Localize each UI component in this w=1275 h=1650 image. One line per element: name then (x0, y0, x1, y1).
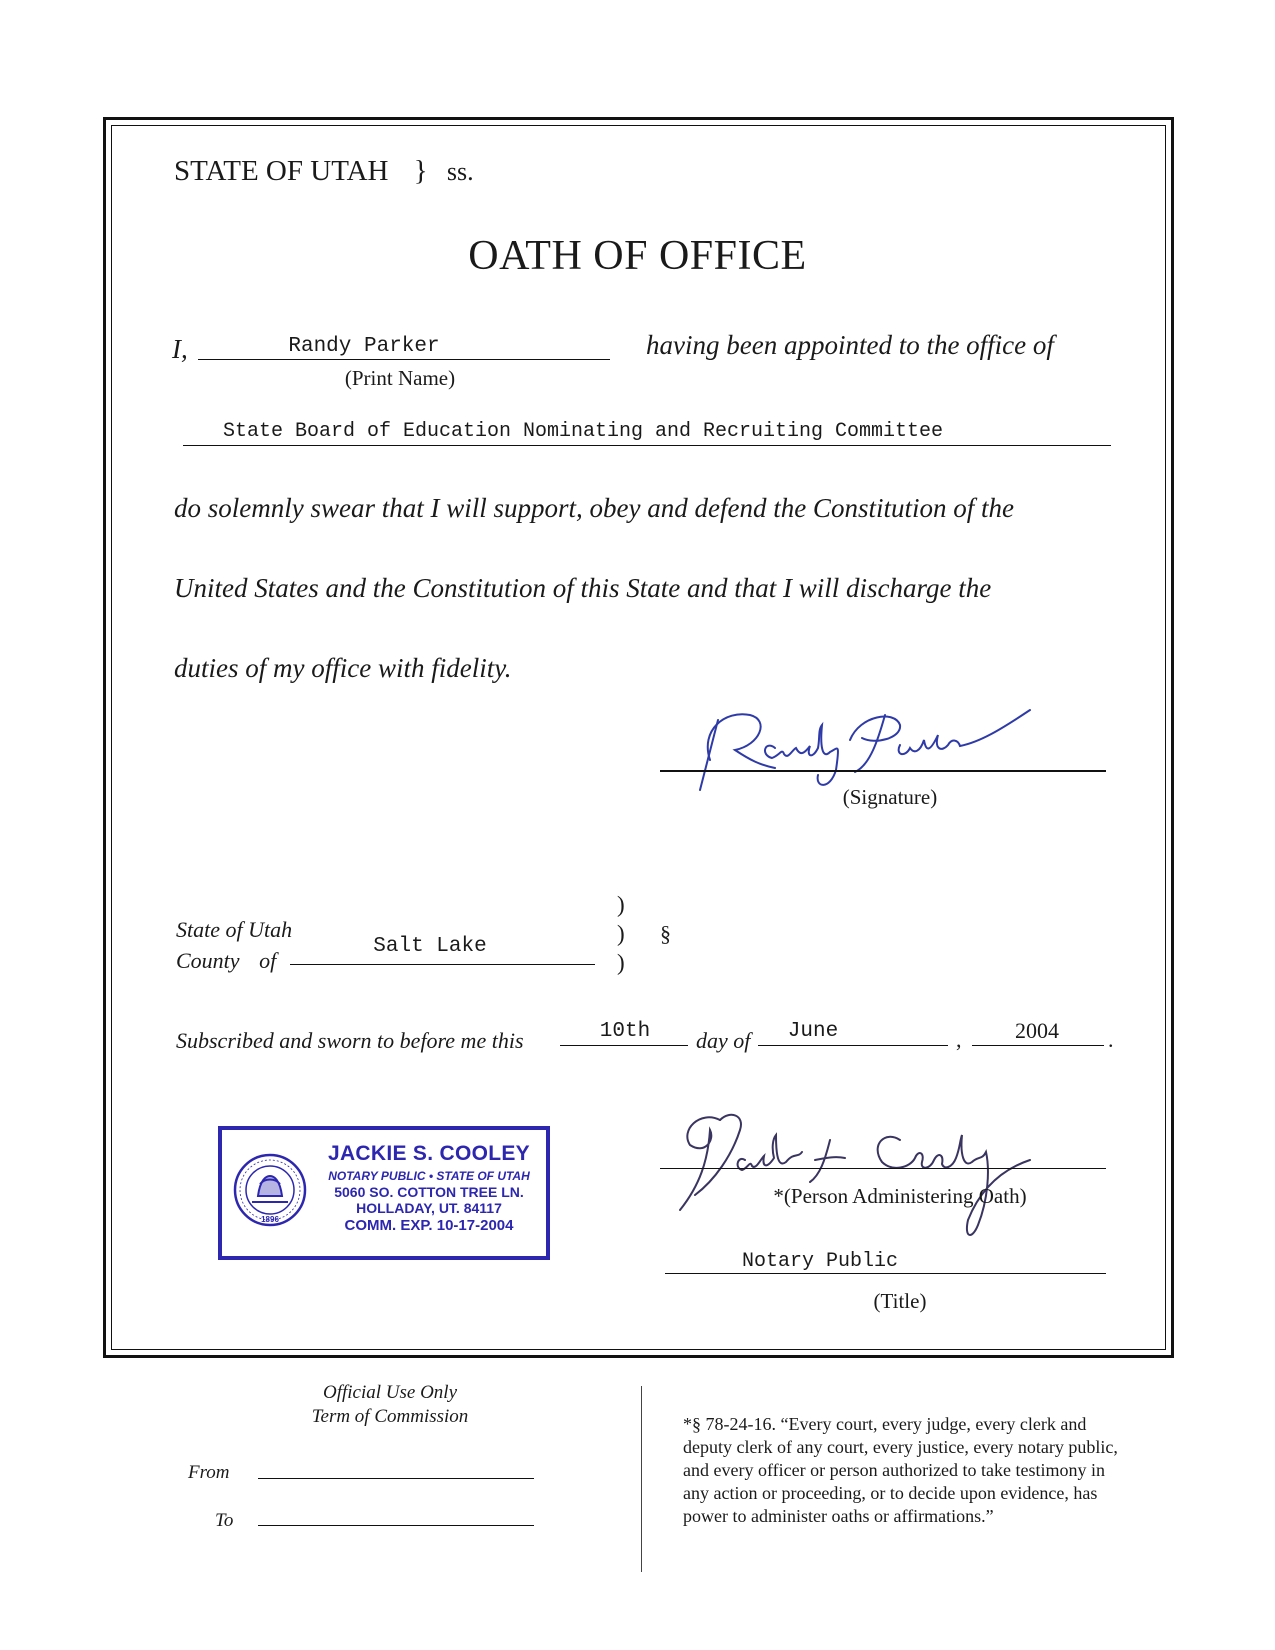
from-underline (258, 1478, 534, 1479)
title-underline (665, 1273, 1106, 1274)
venue-paren-3: ) (617, 950, 625, 975)
notary-stamp (218, 1126, 550, 1260)
county-value: Salt Lake (373, 935, 487, 958)
office-value: State Board of Education Nominating and Recruiting Committee (222, 420, 944, 443)
venue-county-label (176, 948, 276, 974)
year-underline (972, 1045, 1104, 1046)
stamp-line-4: HOLLADAY, UT. 84117 (356, 1200, 502, 1216)
administrator-caption: *(Person Administering Oath) (773, 1184, 1027, 1208)
sworn-year-value: 2004 (1015, 1018, 1059, 1043)
page-title: OATH OF OFFICE (468, 233, 807, 279)
seal-year: 1896 (261, 1215, 279, 1224)
venue-state: State of Utah (176, 917, 293, 942)
administrator-underline (660, 1168, 1106, 1169)
stamp-line-5: COMM. EXP. 10-17-2004 (344, 1217, 514, 1234)
administrator-signature (660, 1100, 1080, 1250)
month-underline (758, 1045, 948, 1046)
stamp-line-3: 5060 SO. COTTON TREE LN. (334, 1184, 524, 1200)
oath-text-line-3: duties of my office with fidelity. (174, 653, 512, 683)
venue-paren-1: ) (617, 892, 625, 917)
sworn-day-value: 10th (599, 1020, 651, 1043)
oath-text-line-1: do solemnly swear that I will support, obey and defend the Constitution of the (174, 493, 1014, 523)
venue-paren-2: ) (617, 921, 625, 946)
ss-label: ss. (446, 157, 474, 186)
sworn-month-value: June (787, 1020, 839, 1043)
state-heading: STATE OF UTAH (174, 155, 389, 187)
signature-caption: (Signature) (842, 785, 938, 809)
appointed-text: having been appointed to the office of (646, 330, 1054, 360)
from-label: From (188, 1462, 230, 1483)
stamp-line-2: NOTARY PUBLIC • STATE OF UTAH (328, 1169, 530, 1183)
county-underline (290, 964, 595, 965)
office-underline (183, 445, 1111, 446)
stamp-name: JACKIE S. COOLEY (327, 1142, 530, 1165)
footnote-line-5: power to administer oaths or affirmations.” (683, 1506, 994, 1526)
date-comma: , (956, 1027, 962, 1052)
to-label: To (215, 1510, 234, 1531)
print-name-value: Randy Parker (288, 335, 440, 358)
administrator-title-value: Notary Public (741, 1250, 899, 1273)
state-header (174, 155, 474, 188)
term-of-commission-heading: Term of Commission (311, 1406, 469, 1427)
statute-footnote (683, 1413, 1118, 1528)
section-symbol: § (660, 921, 671, 946)
sworn-prefix: Subscribed and sworn to before me this (176, 1028, 524, 1053)
county-of: of (259, 948, 277, 973)
day-underline (560, 1045, 688, 1046)
footnote-line-2: deputy clerk of any court, every justice, every notary public, (683, 1437, 1118, 1457)
footnote-line-1: *§ 78-24-16. “Every court, every judge, every clerk and (683, 1414, 1087, 1434)
official-use-heading: Official Use Only (322, 1382, 458, 1403)
date-period: . (1108, 1027, 1114, 1052)
oath-text-line-2: United States and the Constitution of this State and that I will discharge the (174, 573, 992, 603)
title-caption: (Title) (873, 1289, 927, 1313)
print-name-caption: (Print Name) (344, 366, 456, 390)
section-divider (641, 1386, 642, 1572)
footnote-line-4: any action or proceeding, or to decide upon evidence, has (683, 1483, 1098, 1503)
footnote-line-3: and every officer or person authorized to take testimony in (683, 1460, 1106, 1480)
to-underline (258, 1525, 534, 1526)
day-of-label: day of (696, 1028, 751, 1053)
signature-underline (660, 770, 1106, 772)
state-seal-icon (232, 1144, 308, 1246)
brace: } (413, 155, 428, 187)
name-underline (198, 359, 610, 360)
county-word: County (176, 948, 240, 973)
stamp-text-block (314, 1142, 544, 1234)
pronoun-i: I, (172, 334, 188, 364)
